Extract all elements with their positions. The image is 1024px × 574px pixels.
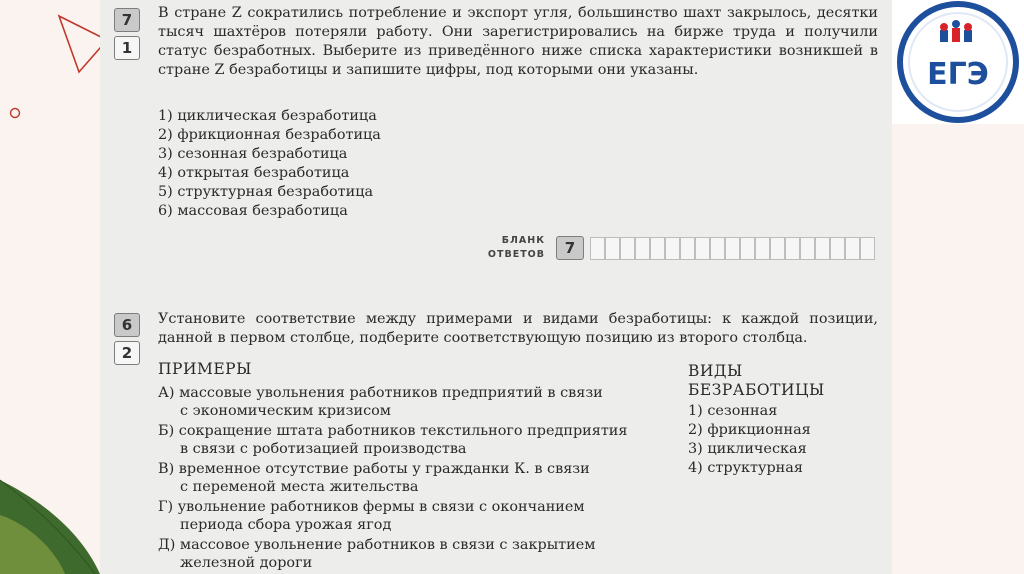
answer-cell[interactable] [620, 237, 635, 260]
task-question: Установите соответствие между примерами и видами безработицы: к каждой позиции, данной в первом столбце, подберите соответствующую позицию из второго столбца. [158, 311, 878, 346]
option-item: 1) циклическая безработица [158, 108, 377, 124]
answer-cell[interactable] [755, 237, 770, 260]
example-line1: Г) увольнение работников фермы в связи с окончанием [158, 499, 585, 515]
ege-logo [892, 0, 1024, 124]
task-number-badge: 6 [114, 313, 140, 337]
answer-cell[interactable] [635, 237, 650, 260]
answer-cell[interactable] [710, 237, 725, 260]
example-line2: железной дороги [180, 555, 313, 571]
answer-cell[interactable] [800, 237, 815, 260]
answer-cell[interactable] [860, 237, 875, 260]
task-points-badge: 2 [114, 341, 140, 365]
leaf-decoration [0, 470, 110, 574]
answer-cell[interactable] [830, 237, 845, 260]
example-line1: Д) массовое увольнение работников в связи с закрытием [158, 537, 596, 553]
answer-cell[interactable] [845, 237, 860, 260]
exam-page [100, 0, 892, 574]
example-line1: В) временное отсутствие работы у гражданки К. в связи [158, 461, 590, 477]
task-number-badge: 7 [114, 8, 140, 32]
types-header [688, 362, 825, 400]
circle-decoration [8, 106, 22, 120]
example-line1: Б) сокращение штата работников текстильного предприятия [158, 423, 628, 439]
option-item: 5) структурная безработица [158, 184, 374, 200]
example-line2: в связи с роботизацией производства [180, 441, 467, 457]
example-item [158, 498, 663, 534]
answer-number-badge: 7 [556, 236, 584, 260]
option-item: 6) массовая безработица [158, 203, 348, 219]
option-item: 4) открытая безработица [158, 165, 350, 181]
task-question: В стране Z сократились потребление и экспорт угля, большинство шахт закрылось, десятки тысяч шахтёров потеряли работу. Они зарегистрировались на бирже труда и получили статус безработных. Выберите из приведённого ниже списка характеристики возникшей в стране Z безработицы и запишите цифры, под которыми они указаны. [158, 5, 878, 78]
option-item: 2) фрикционная безработица [158, 127, 381, 143]
ege-logo-emblem [892, 0, 1024, 124]
example-item [158, 422, 663, 458]
type-item: 1) сезонная [688, 403, 778, 419]
type-item: 4) структурная [688, 460, 803, 476]
answer-cell[interactable] [770, 237, 785, 260]
type-item: 3) циклическая [688, 441, 807, 457]
answer-label-line2: ОТВЕТОВ [487, 249, 545, 260]
type-item: 2) фрикционная [688, 422, 811, 438]
answer-cell[interactable] [695, 237, 710, 260]
answer-cell[interactable] [680, 237, 695, 260]
example-item [158, 460, 663, 496]
example-line1: А) массовые увольнения работников предприятий в связи [158, 385, 603, 401]
answer-cell[interactable] [740, 237, 755, 260]
example-line2: с переменой места жительства [180, 479, 419, 495]
logo-text: ЕГЭ [927, 57, 989, 92]
types-header-line2: БЕЗРАБОТИЦЫ [688, 381, 825, 399]
option-item: 3) сезонная безработица [158, 146, 348, 162]
example-line2: с экономическим кризисом [180, 403, 391, 419]
answer-label-line1: БЛАНК [501, 235, 545, 246]
task-points-badge: 1 [114, 36, 140, 60]
types-header-line1: ВИДЫ [688, 362, 743, 380]
example-item [158, 384, 663, 420]
answer-cell[interactable] [815, 237, 830, 260]
answer-cell[interactable] [725, 237, 740, 260]
examples-header: ПРИМЕРЫ [158, 360, 252, 378]
answer-sheet-label [475, 234, 545, 262]
answer-cell[interactable] [785, 237, 800, 260]
answer-cell[interactable] [665, 237, 680, 260]
answer-cell[interactable] [605, 237, 620, 260]
answer-cell[interactable] [650, 237, 665, 260]
example-item [158, 536, 663, 572]
answer-cell[interactable] [590, 237, 605, 260]
example-line2: периода сбора урожая ягод [180, 517, 392, 533]
